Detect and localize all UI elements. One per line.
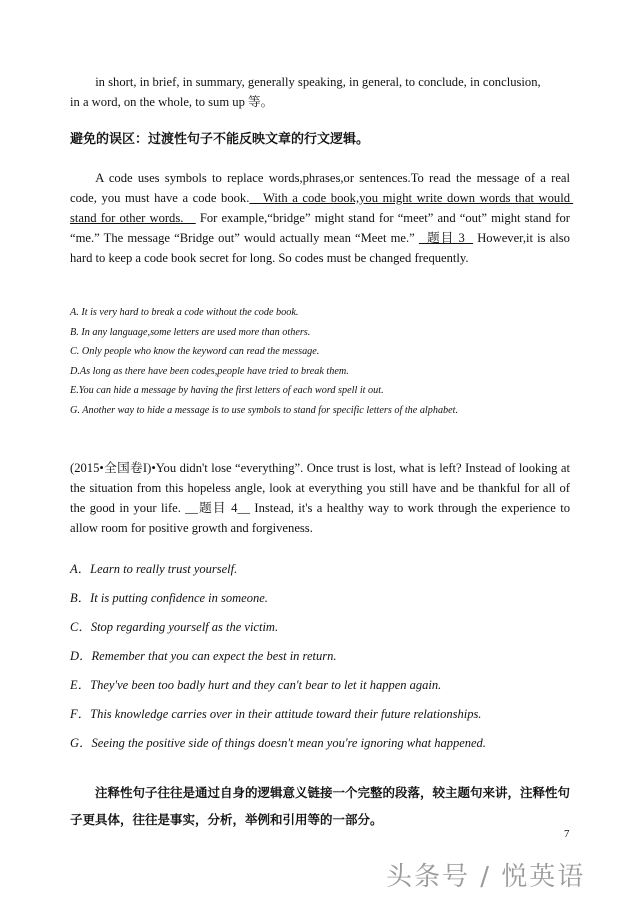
option-b: B．It is putting confidence in someone. xyxy=(70,591,268,605)
option-d: D.As long as there have been codes,people have tried to break them. xyxy=(70,365,349,377)
passage-1-text-b: For example,“bridge” might stand for “meet” and “out” might stand for “me.” The message “Bridge out” would actually mean “Meet me.” xyxy=(70,211,570,245)
passage-2-text-b: Instead, it's a healthy way to work through the experience to allow room for positive growth and forgiveness. xyxy=(70,501,570,535)
options-list-2 xyxy=(70,555,570,758)
option-a: A．Learn to really trust yourself. xyxy=(70,562,238,576)
summary-line-2: in a word, on the whole, to sum up 等。 xyxy=(70,95,274,109)
passage-1-text-a: A code uses symbols to replace words,phrases,or sentences.To read the message of a real code, you must have a code book. xyxy=(70,171,570,205)
section-heading: 避免的误区：过渡性句子不能反映文章的行文逻辑。 xyxy=(70,132,370,147)
passage-2 xyxy=(70,458,570,538)
option-e: E．They've been too badly hurt and they can't bear to let it happen again. xyxy=(70,678,442,692)
passage-1 xyxy=(70,168,574,268)
option-g: G．Seeing the positive side of things doesn't mean you're ignoring what happened. xyxy=(70,736,486,750)
passage-1-underlined-sentence: With a code book,you might write down words that would stand for other words. xyxy=(70,191,574,225)
option-f: F．This knowledge carries over in their attitude toward their future relationships. xyxy=(70,707,482,721)
question-3-blank: 题目 3 xyxy=(418,231,474,245)
option-a: A. It is very hard to break a code without the code book. xyxy=(70,307,299,318)
explanatory-note: 注释性句子往往是通过自身的逻辑意义链接一个完整的段落，较主题句来讲，注释性句子更具体，往往是事实，分析，举例和引用等的一部分。 xyxy=(70,785,571,827)
passage-2-text-a: (2015•全国卷I)•You didn't lose “everything”. Once trust is lost, what is left? Instead of looking at the situation from this hopeless angle, look at everything you still have and be thankful for all of the good in your life. xyxy=(70,461,570,515)
passage-1-text-c: However,it is also hard to keep a code book secret for long. So codes must be changed frequently. xyxy=(70,231,570,265)
page-number: 7 xyxy=(564,828,570,840)
option-g: G. Another way to hide a message is to use symbols to stand for specific letters of the alphabet. xyxy=(70,404,459,416)
option-e: E.You can hide a message by having the first letters of each word spell it out. xyxy=(70,385,384,396)
options-list-1 xyxy=(70,303,570,420)
question-4-blank: __题目 4__ xyxy=(185,501,250,515)
option-b: B. In any language,some letters are used more than others. xyxy=(70,326,311,338)
option-c: C. Only people who know the keyword can read the message. xyxy=(70,346,320,357)
watermark: 头条号 / 悦英语 xyxy=(386,862,586,892)
option-c: C．Stop regarding yourself as the victim. xyxy=(70,620,279,634)
summary-line-1: in short, in brief, in summary, generally speaking, in general, to conclude, in conclusion, xyxy=(95,75,541,89)
summary-phrases xyxy=(70,72,570,112)
option-d: D．Remember that you can expect the best in return. xyxy=(70,649,337,663)
